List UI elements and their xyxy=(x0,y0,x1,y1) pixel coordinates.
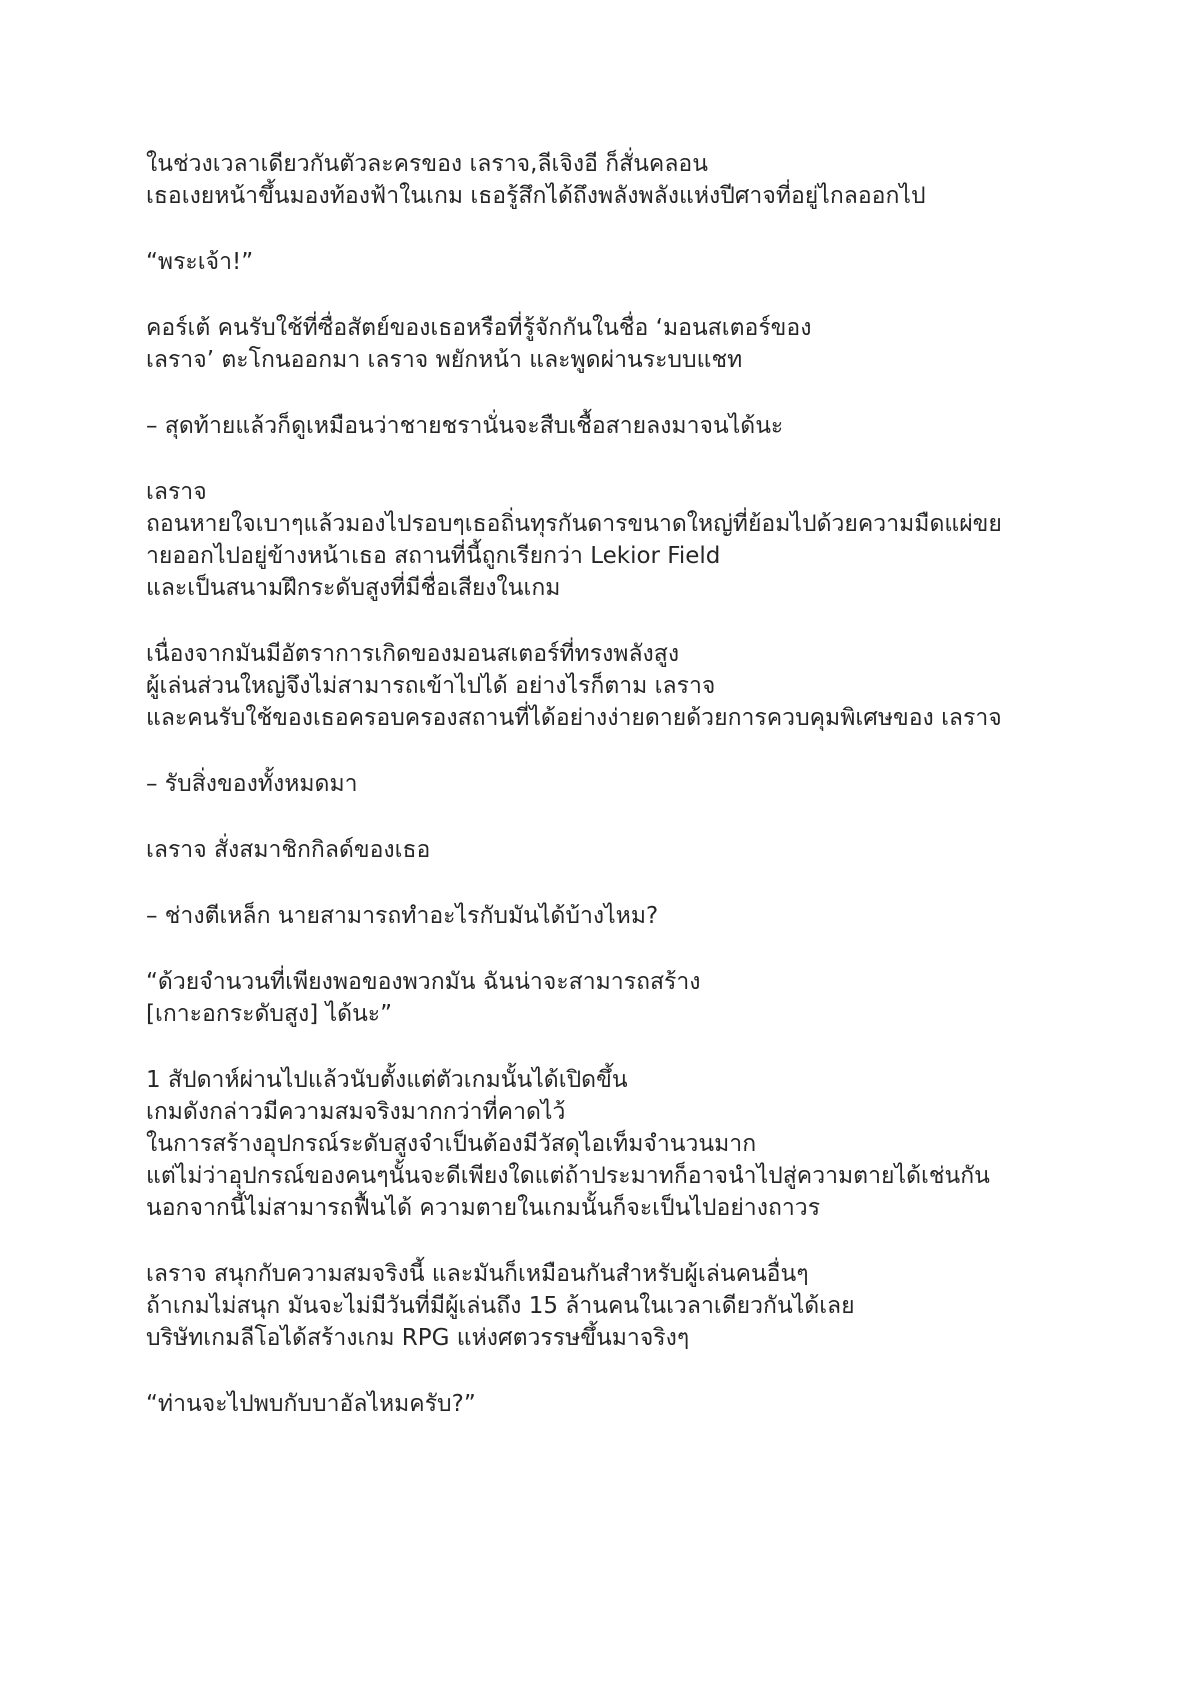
text-line: เลราจ xyxy=(146,479,207,505)
paragraph xyxy=(146,638,1076,734)
text-line: 1 สัปดาห์ผ่านไปแล้วนับตั้งแต่ตัวเกมนั้นได้เปิดขึ้น xyxy=(146,1067,628,1093)
paragraph xyxy=(146,410,1076,442)
paragraph xyxy=(146,148,1076,212)
document-body xyxy=(146,148,1076,1454)
text-line: เนื่องจากมันมีอัตราการเกิดของมอนสเตอร์ที่ทรงพลังสูง xyxy=(146,641,680,667)
paragraph xyxy=(146,834,1076,866)
text-line: – ช่างตีเหล็ก นายสามารถทำอะไรกับมันได้บ้างไหม? xyxy=(146,903,659,929)
text-line: คอร์เต้ คนรับใช้ที่ซื่อสัตย์ของเธอหรือที่รู้จักกันในชื่อ ‘มอนสเตอร์ของ xyxy=(146,315,812,341)
paragraph xyxy=(146,900,1076,932)
text-line: “ท่านจะไปพบกับบาอัลไหมครับ?” xyxy=(146,1391,476,1417)
text-line: – สุดท้ายแล้วก็ดูเหมือนว่าชายชรานั่นจะสืบเชื้อสายลงมาจนได้นะ xyxy=(146,413,784,439)
text-line: ในช่วงเวลาเดียวกันตัวละครของ เลราจ,ลีเจิงอี ก็สั่นคลอน xyxy=(146,151,708,177)
text-line: เลราจ สนุกกับความสมจริงนี้ และมันก็เหมือนกันสำหรับผู้เล่นคนอื่นๆ xyxy=(146,1261,809,1287)
text-line: “พระเจ้า!” xyxy=(146,249,254,275)
text-line: นอกจากนี้ไม่สามารถฟื้นได้ ความตายในเกมนั้นก็จะเป็นไปอย่างถาวร xyxy=(146,1195,821,1221)
text-line: ผู้เล่นส่วนใหญ่จึงไม่สามารถเข้าไปได้ อย่างไรก็ตาม เลราจ xyxy=(146,673,716,699)
text-line: ในการสร้างอุปกรณ์ระดับสูงจำเป็นต้องมีวัสดุไอเท็มจำนวนมาก xyxy=(146,1131,757,1157)
text-line: เลราจ สั่งสมาชิกกิลด์ของเธอ xyxy=(146,837,431,863)
text-line: “ด้วยจำนวนที่เพียงพอของพวกมัน ฉันน่าจะสามารถสร้าง xyxy=(146,969,701,995)
text-line: และเป็นสนามฝึกระดับสูงที่มีชื่อเสียงในเกม xyxy=(146,575,561,601)
text-line: ถอนหายใจเบาๆแล้วมองไปรอบๆเธอถิ่นทุรกันดารขนาดใหญ่ที่ย้อมไปด้วยความมืดแผ่ขย xyxy=(146,511,1002,537)
text-line: เธอเงยหน้าขึ้นมองท้องฟ้าในเกม เธอรู้สึกได้ถึงพลังพลังแห่งปีศาจที่อยู่ไกลออกไป xyxy=(146,183,926,209)
paragraph xyxy=(146,768,1076,800)
text-line: เกมดังกล่าวมีความสมจริงมากกว่าที่คาดไว้ xyxy=(146,1099,566,1125)
text-line: แต่ไม่ว่าอุปกรณ์ของคนๆนั้นจะดีเพียงใดแต่ถ้าประมาทก็อาจนำไปสู่ความตายได้เช่นกัน xyxy=(146,1163,990,1189)
paragraph xyxy=(146,246,1076,278)
text-line: – รับสิ่งของทั้งหมดมา xyxy=(146,771,358,797)
paragraph xyxy=(146,1258,1076,1354)
paragraph xyxy=(146,1388,1076,1420)
text-line: เลราจ’ ตะโกนออกมา เลราจ พยักหน้า และพูดผ่านระบบแชท xyxy=(146,347,743,373)
text-line: และคนรับใช้ของเธอครอบครองสถานที่ได้อย่างง่ายดายด้วยการควบคุมพิเศษของ เลราจ xyxy=(146,705,1002,731)
text-line: ายออกไปอยู่ข้างหน้าเธอ สถานที่นี้ถูกเรียกว่า Lekior Field xyxy=(146,543,721,569)
text-line: ถ้าเกมไม่สนุก มันจะไม่มีวันที่มีผู้เล่นถึง 15 ล้านคนในเวลาเดียวกันได้เลย xyxy=(146,1293,855,1319)
text-line: [เกาะอกระดับสูง] ได้นะ” xyxy=(146,1001,393,1027)
text-line: บริษัทเกมลีโอได้สร้างเกม RPG แห่งศตวรรษขึ้นมาจริงๆ xyxy=(146,1325,690,1351)
paragraph xyxy=(146,966,1076,1030)
paragraph xyxy=(146,476,1076,604)
paragraph xyxy=(146,1064,1076,1224)
paragraph xyxy=(146,312,1076,376)
